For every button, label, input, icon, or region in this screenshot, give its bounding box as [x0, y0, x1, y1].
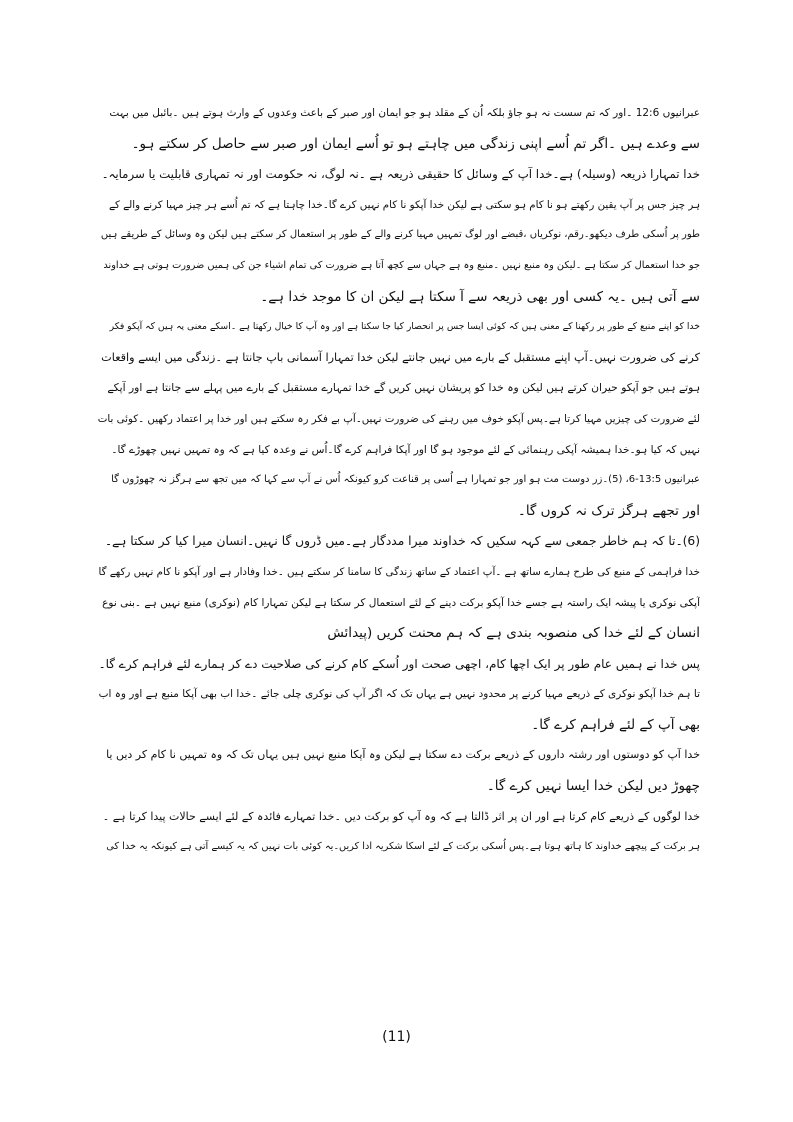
text-line: عبرانیوں 13:5-6، (5)۔زر دوست مت ہو اور جو تمہارا ہے اُسی پر قناعت کرو کیونکہ اُس نے آپ سے کہا کہ میں تجھ سے ہرگز نہ چھوڑوں گا: [111, 474, 700, 486]
text-line: آپکی نوکری یا پیشہ ایک راستہ ہے جسے خدا آپکو برکت دینے کے لئے استعمال کر سکتا ہے لیکن تمہارا کام (نوکری) منبع نہیں ہے ۔بنی نوع: [102, 596, 700, 609]
text-line: کرنے کی ضرورت نہیں۔آپ اپنے مستقبل کے بارے میں نہیں جانتے لیکن خدا تمہارا آسمانی باپ جانتا ہے ۔زندگی میں ایسے واقعات: [101, 350, 700, 364]
page-number: (11): [382, 1029, 411, 1045]
text-line: بھی آپ کے لئے فراہم کرے گا۔: [531, 716, 700, 733]
text-line: نہیں کہ کیا ہو۔خدا ہمیشہ آپکی رہنمائی کے لئے موجود ہو گا اور آپکا فراہم کرے گا۔اُس نے وعدہ کیا ہے کہ وہ تمہیں نہیں چھوڑے گا۔: [111, 443, 700, 456]
text-line: لئے ضرورت کی چیزیں مہیا کرتا ہے۔پس آپکو خوف میں رہنے کی ضرورت نہیں۔آپ بے فکر رہ سکتے ہیں اور خدا پر اعتماد رکھیں ۔کوئی بات: [98, 412, 700, 425]
text-line: خدا کو اپنے منبع کے طور پر رکھنا کے معنی ہیں کہ کوئی ایسا جس پر انحصار کیا جا سکتا ہے اور وہ آپ کا خیال رکھتا ہے ۔اسکے معنی یہ ہیں کہ آپکو فکر: [109, 321, 700, 333]
text-line: تا ہم خدا آپکو نوکری کے ذریعے مہیا کرنے پر محدود نہیں ہے یہاں تک کہ اگر آپ کی نوکری چلی جائے ۔خدا اب بھی آپکا منبع ہے اور وہ اب: [98, 688, 700, 701]
text-line: ہوتے ہیں جو آپکو حیران کرتے ہیں لیکن وہ خدا کو پریشان نہیں کریں گے خدا تمہارے مستقبل کے بارے میں پہلے سے جانتا ہے اور آپکے: [107, 381, 700, 395]
text-line: ہر برکت کے پیچھے خداوند کا ہاتھ ہوتا ہے۔پس اُسکی برکت کے لئے اسکا شکریہ ادا کریں۔یہ کوئی بات نہیں کہ یہ کیسے آتی ہے کیونکہ یہ خدا کی: [106, 841, 700, 853]
text-line: سے آتی ہیں ۔یہ کسی اور بھی ذریعہ سے آ سکتا ہے لیکن ان کا موجد خدا ہے۔: [260, 288, 700, 305]
text-line: خدا تمہارا ذریعہ (وسیلہ) ہے۔خدا آپ کے وسائل کا حقیقی ذریعہ ہے ۔نہ لوگ، نہ حکومت اور نہ تمہاری قابلیت یا سرمایہ۔: [101, 167, 700, 182]
text-line: خدا لوگوں کے ذریعے کام کرتا ہے اور ان پر اثر ڈالتا ہے کہ وہ آپ کو برکت دیں ۔خدا تمہارے فائدہ کے لئے ایسے حالات پیدا کرتا ہے ۔: [102, 809, 700, 823]
text-line: عبرانیوں 12:6 ۔اور کہ تم سست نہ ہو جاؤ بلکہ اُن کے مقلد ہو جو ایمان اور صبر کے باعث وعدوں کے وارث ہوتے ہیں ۔بائبل میں بہت: [109, 107, 700, 119]
text-line: جو خدا استعمال کر سکتا ہے ۔لیکن وہ منبع نہیں ۔منبع وہ ہے جہاں سے کچھ آتا ہے ضرورت کی تمام اشیاء جن کی ہمیں ضرورت ہوتی ہے خداوند: [103, 259, 700, 271]
text-line: اور تجھے ہرگز ترک نہ کروں گا۔: [517, 502, 700, 519]
text-line: (6)۔تا کہ ہم خاطر جمعی سے کہہ سکیں کہ خداوند میرا مددگار ہے۔میں ڈروں گا نہیں۔انسان میرا کیا کر سکتا ہے۔: [104, 534, 700, 549]
text-line: انسان کے لئے خدا کی منصوبہ بندی ہے کہ ہم محنت کریں (پیدائش: [327, 625, 700, 642]
text-line: خدا آپ کو دوستوں اور رشتہ داروں کے ذریعے برکت دے سکتا ہے لیکن وہ آپکا منبع نہیں ہیں یہاں تک کہ وہ تمہیں نا کام کر دیں یا: [106, 748, 700, 762]
text-line: ہر چیز جس پر آپ یقین رکھتے ہو نا کام ہو سکتی ہے لیکن خدا آپکو نا کام نہیں کرے گا۔خدا چاہتا ہے کہ تم اُسے ہر چیز مہیا کرنے والے کے: [108, 198, 700, 211]
body-text: [98, 98, 700, 863]
text-line: خدا فراہمی کے منبع کی طرح ہمارے ساتھ ہے ۔آپ اعتماد کے ساتھ زندگی کا سامنا کر سکتے ہیں ۔خدا وفادار ہے اور آپکو نا کام نہیں رکھے گا: [98, 565, 700, 578]
text-line: چھوڑ دیں لیکن خدا ایسا نہیں کرے گا۔: [486, 778, 700, 795]
text-line: سے وعدے ہیں ۔اگر تم اُسے اپنی زندگی میں چاہتے ہو تو اُسے ایمان اور صبر سے حاصل کر سکتے ہو۔: [131, 135, 700, 152]
text-line: پس خدا نے ہمیں عام طور پر ایک اچھا کام، اچھی صحت اور اُسکے کام کرنے کی صلاحیت دے کر ہمارے لئے فراہم کرے گا۔: [98, 656, 700, 671]
text-line: طور پر اُسکی طرف دیکھو۔رقم، نوکریاں ،قبضے اور لوگ تمہیں مہیا کرنے والے کے طور پر استعمال کر سکتے ہیں لیکن وہ وسائل کے طریقے ہیں: [100, 229, 700, 241]
